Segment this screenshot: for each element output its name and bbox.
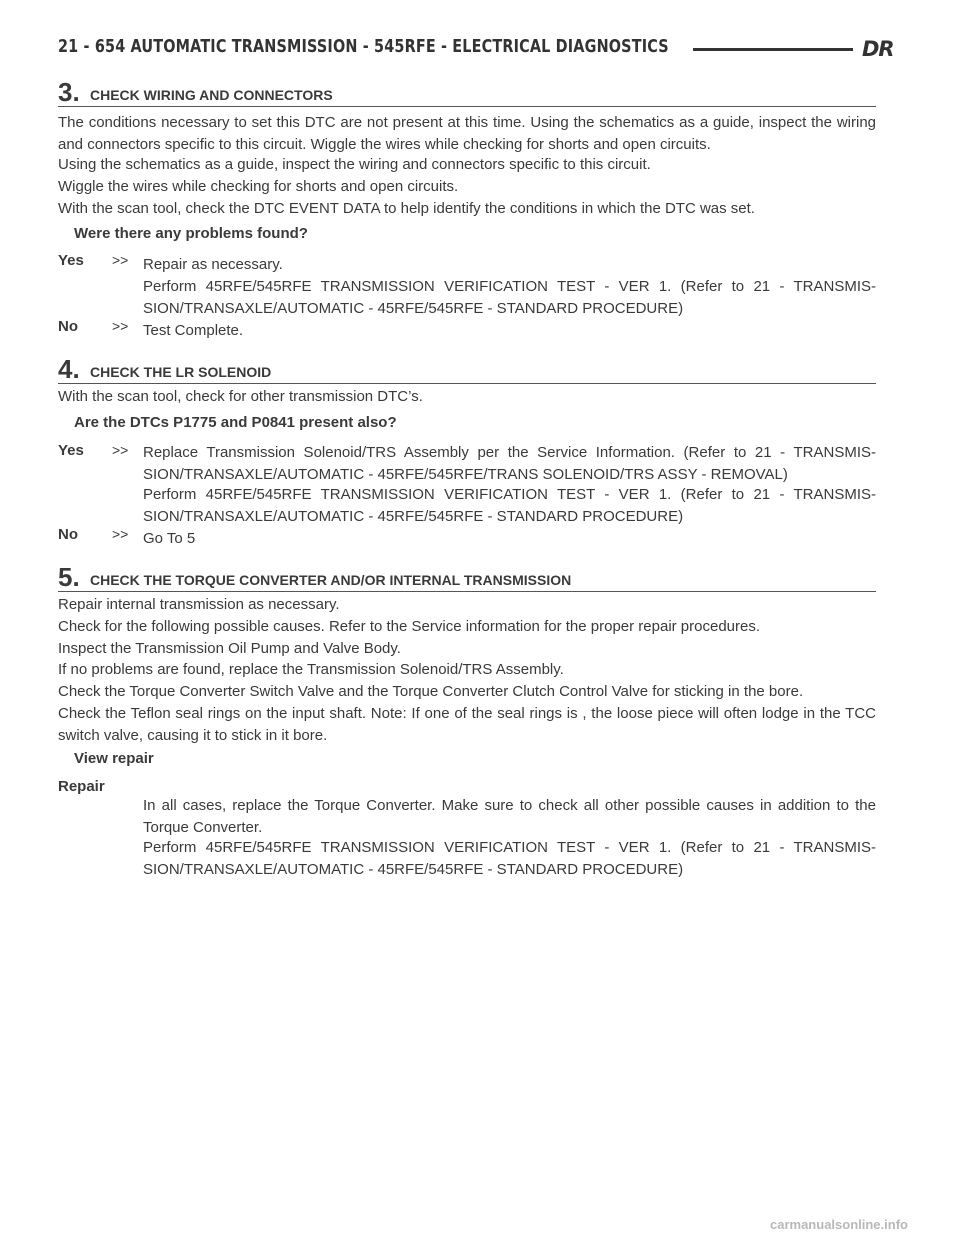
repair-action: Perform 45RFE/545RFE TRANSMISSION VERIFICATION TEST - VER 1. (Refer to 21 - TRANSMIS-SION/TRANSAXLE/AUTOMATIC - 45RFE/545RFE - STANDARD PROCEDURE) (143, 839, 876, 878)
step-3-heading (58, 77, 876, 107)
arrow-marker: >> (112, 252, 129, 268)
yes-action: Perform 45RFE/545RFE TRANSMISSION VERIFICATION TEST - VER 1. (Refer to 21 - TRANSMIS-SION/TRANSAXLE/AUTOMATIC - 45RFE/545RFE - STANDARD PROCEDURE) (143, 278, 876, 317)
paragraph: Check the Teflon seal rings on the input shaft. Note: If one of the seal rings is , the loose piece will often lodge in the TCC switch valve, causing it to stick in it bore. (58, 705, 876, 744)
paragraph: Repair internal transmission as necessary. (58, 596, 340, 613)
step-number-dot: . (72, 77, 80, 107)
arrow-marker: >> (112, 442, 129, 458)
arrow-marker: >> (112, 318, 129, 334)
yes-action: Repair as necessary. (143, 256, 283, 273)
paragraph: The conditions necessary to set this DTC are not present at this time. Using the schematics as a guide, inspect the wiring and connectors specific to this circuit. Wiggle the wires while checking for shorts and open circuits. (58, 114, 876, 153)
step-number: 3 (58, 77, 73, 107)
step-title: CHECK THE LR SOLENOID (90, 364, 272, 380)
dr-logo: DR (862, 37, 894, 61)
no-label: No (58, 526, 78, 543)
step-4-heading (58, 354, 876, 384)
repair-action: In all cases, replace the Torque Converter. Make sure to check all other possible causes in addition to the Torque Converter. (143, 797, 876, 836)
paragraph: Check the Torque Converter Switch Valve and the Torque Converter Clutch Control Valve for sticking in the bore. (58, 683, 804, 700)
yes-action: Replace Transmission Solenoid/TRS Assembly per the Service Information. (Refer to 21 - TRANSMIS-SION/TRANSAXLE/AUTOMATIC - 45RFE/545RFE/TRANS SOLENOID/TRS ASSY - REMOVAL) (143, 444, 876, 483)
step-5-heading (58, 562, 876, 592)
step-question: View repair (74, 750, 154, 767)
paragraph: If no problems are found, replace the Transmission Solenoid/TRS Assembly. (58, 661, 564, 678)
no-action: Test Complete. (143, 322, 244, 339)
repair-label: Repair (58, 778, 105, 795)
paragraph: With the scan tool, check for other transmission DTC’s. (58, 388, 423, 405)
arrow-marker: >> (112, 526, 129, 542)
step-title: CHECK WIRING AND CONNECTORS (90, 87, 333, 103)
step-number: 4 (58, 354, 73, 384)
page-header (58, 36, 894, 66)
step-question: Were there any problems found? (74, 225, 308, 242)
paragraph: Using the schematics as a guide, inspect the wiring and connectors specific to this circuit. (58, 156, 651, 173)
paragraph: With the scan tool, check the DTC EVENT DATA to help identify the conditions in which the DTC was set. (58, 200, 755, 217)
paragraph: Inspect the Transmission Oil Pump and Valve Body. (58, 640, 401, 657)
no-label: No (58, 318, 78, 335)
step-number-dot: . (72, 354, 80, 384)
step-number: 5 (58, 562, 73, 592)
step-number-dot: . (72, 562, 80, 592)
header-title: 21 - 654 AUTOMATIC TRANSMISSION - 545RFE - ELECTRICAL DIAGNOSTICS (58, 36, 669, 57)
paragraph: Check for the following possible causes. Refer to the Service information for the proper repair procedures. (58, 618, 761, 635)
header-rule (693, 48, 853, 51)
step-question: Are the DTCs P1775 and P0841 present also? (74, 414, 397, 431)
no-action: Go To 5 (143, 530, 196, 547)
yes-label: Yes (58, 252, 84, 269)
yes-label: Yes (58, 442, 84, 459)
watermark: carmanualsonline.info (770, 1217, 908, 1232)
step-title: CHECK THE TORQUE CONVERTER AND/OR INTERNAL TRANSMISSION (90, 572, 572, 588)
paragraph: Wiggle the wires while checking for shorts and open circuits. (58, 178, 459, 195)
yes-action: Perform 45RFE/545RFE TRANSMISSION VERIFICATION TEST - VER 1. (Refer to 21 - TRANSMIS-SION/TRANSAXLE/AUTOMATIC - 45RFE/545RFE - STANDARD PROCEDURE) (143, 486, 876, 525)
